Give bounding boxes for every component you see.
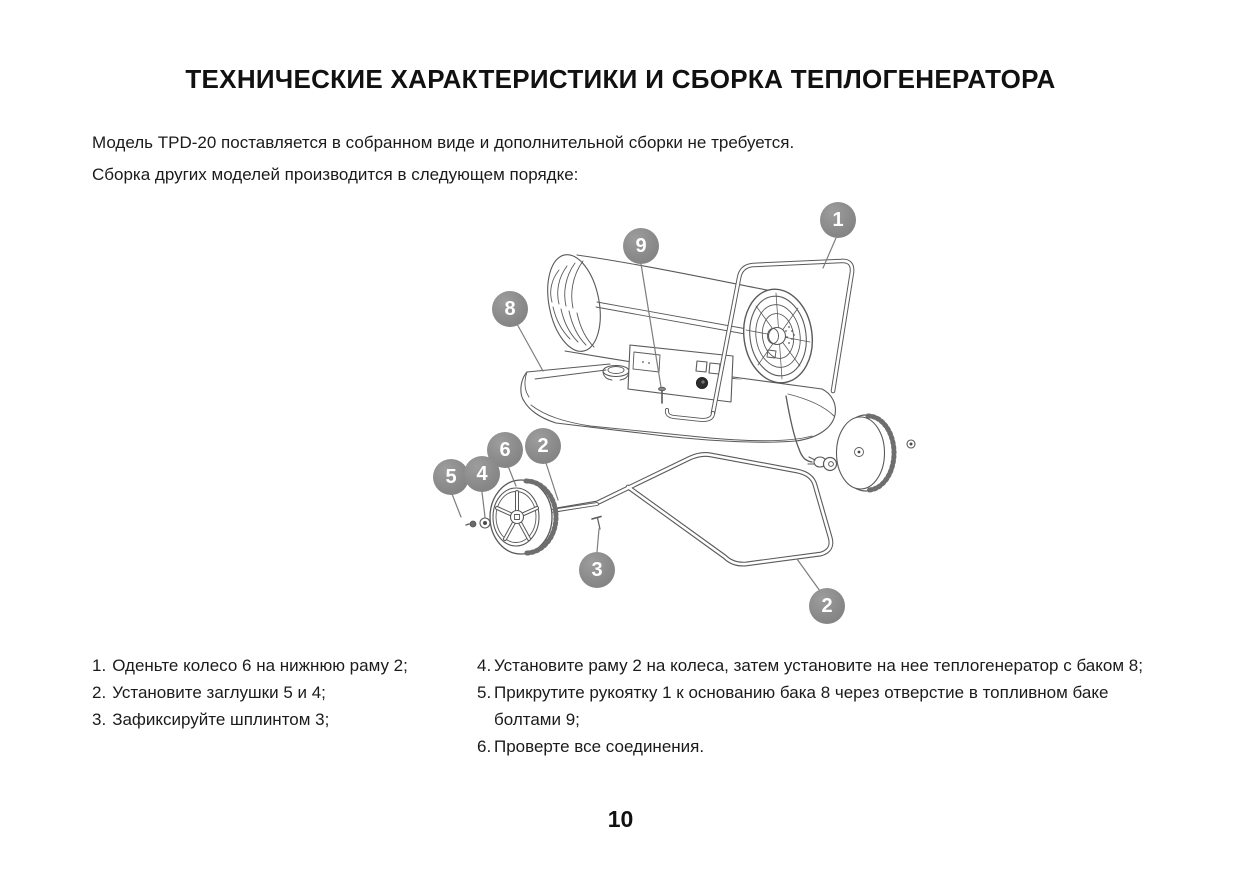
instruction-text: Прикрутите рукоятку 1 к основанию бака 8 через отверстие в топливном баке болтами 9; (494, 683, 1109, 729)
instruction-number: 4. (477, 656, 492, 675)
callout-badge-4: 4 (464, 456, 500, 492)
instruction-item-3 (92, 706, 408, 733)
instruction-text: Проверте все соединения. (494, 737, 705, 756)
instructions-left-column (92, 652, 408, 733)
instruction-item-1 (92, 652, 408, 679)
instructions-right-column (477, 652, 1143, 760)
heater-line-art (420, 190, 970, 640)
page-title: ТЕХНИЧЕСКИЕ ХАРАКТЕРИСТИКИ И СБОРКА ТЕПЛОГЕНЕРАТОРА (185, 64, 1056, 94)
page-number: 10 (607, 806, 634, 832)
assembly-diagram (420, 190, 970, 640)
callout-badge-2-lower: 2 (809, 588, 845, 624)
instruction-text: Оденьте колесо 6 на нижнюю раму 2; (112, 656, 408, 675)
instruction-number: 6. (477, 737, 492, 756)
callout-badge-3: 3 (579, 552, 615, 588)
callout-badge-2-upper: 2 (525, 428, 561, 464)
intro-line-2: Сборка других моделей производится в следующем порядке: (92, 165, 579, 184)
intro-line-1: Модель TPD-20 поставляется в собранном виде и дополнительной сборки не требуется. (92, 133, 795, 152)
callout-badge-8: 8 (492, 291, 528, 327)
callout-badge-6: 6 (487, 432, 523, 468)
instruction-item-2 (92, 679, 408, 706)
instruction-item-5 (477, 679, 1143, 733)
instruction-text: Установите раму 2 на колеса, затем установите на нее теплогенератор с баком 8; (494, 656, 1143, 675)
instruction-text: Установите заглушки 5 и 4; (112, 683, 326, 702)
instruction-number: 3. (92, 710, 107, 729)
instruction-number: 1. (92, 656, 107, 675)
instruction-item-4 (477, 652, 1143, 679)
instruction-number: 2. (92, 683, 107, 702)
instruction-number: 5. (477, 683, 492, 702)
callout-badge-9: 9 (623, 228, 659, 264)
instruction-text: Зафиксируйте шплинтом 3; (112, 710, 330, 729)
callout-badge-5: 5 (433, 459, 469, 495)
instruction-item-6 (477, 733, 1143, 760)
callout-badge-1: 1 (820, 202, 856, 238)
